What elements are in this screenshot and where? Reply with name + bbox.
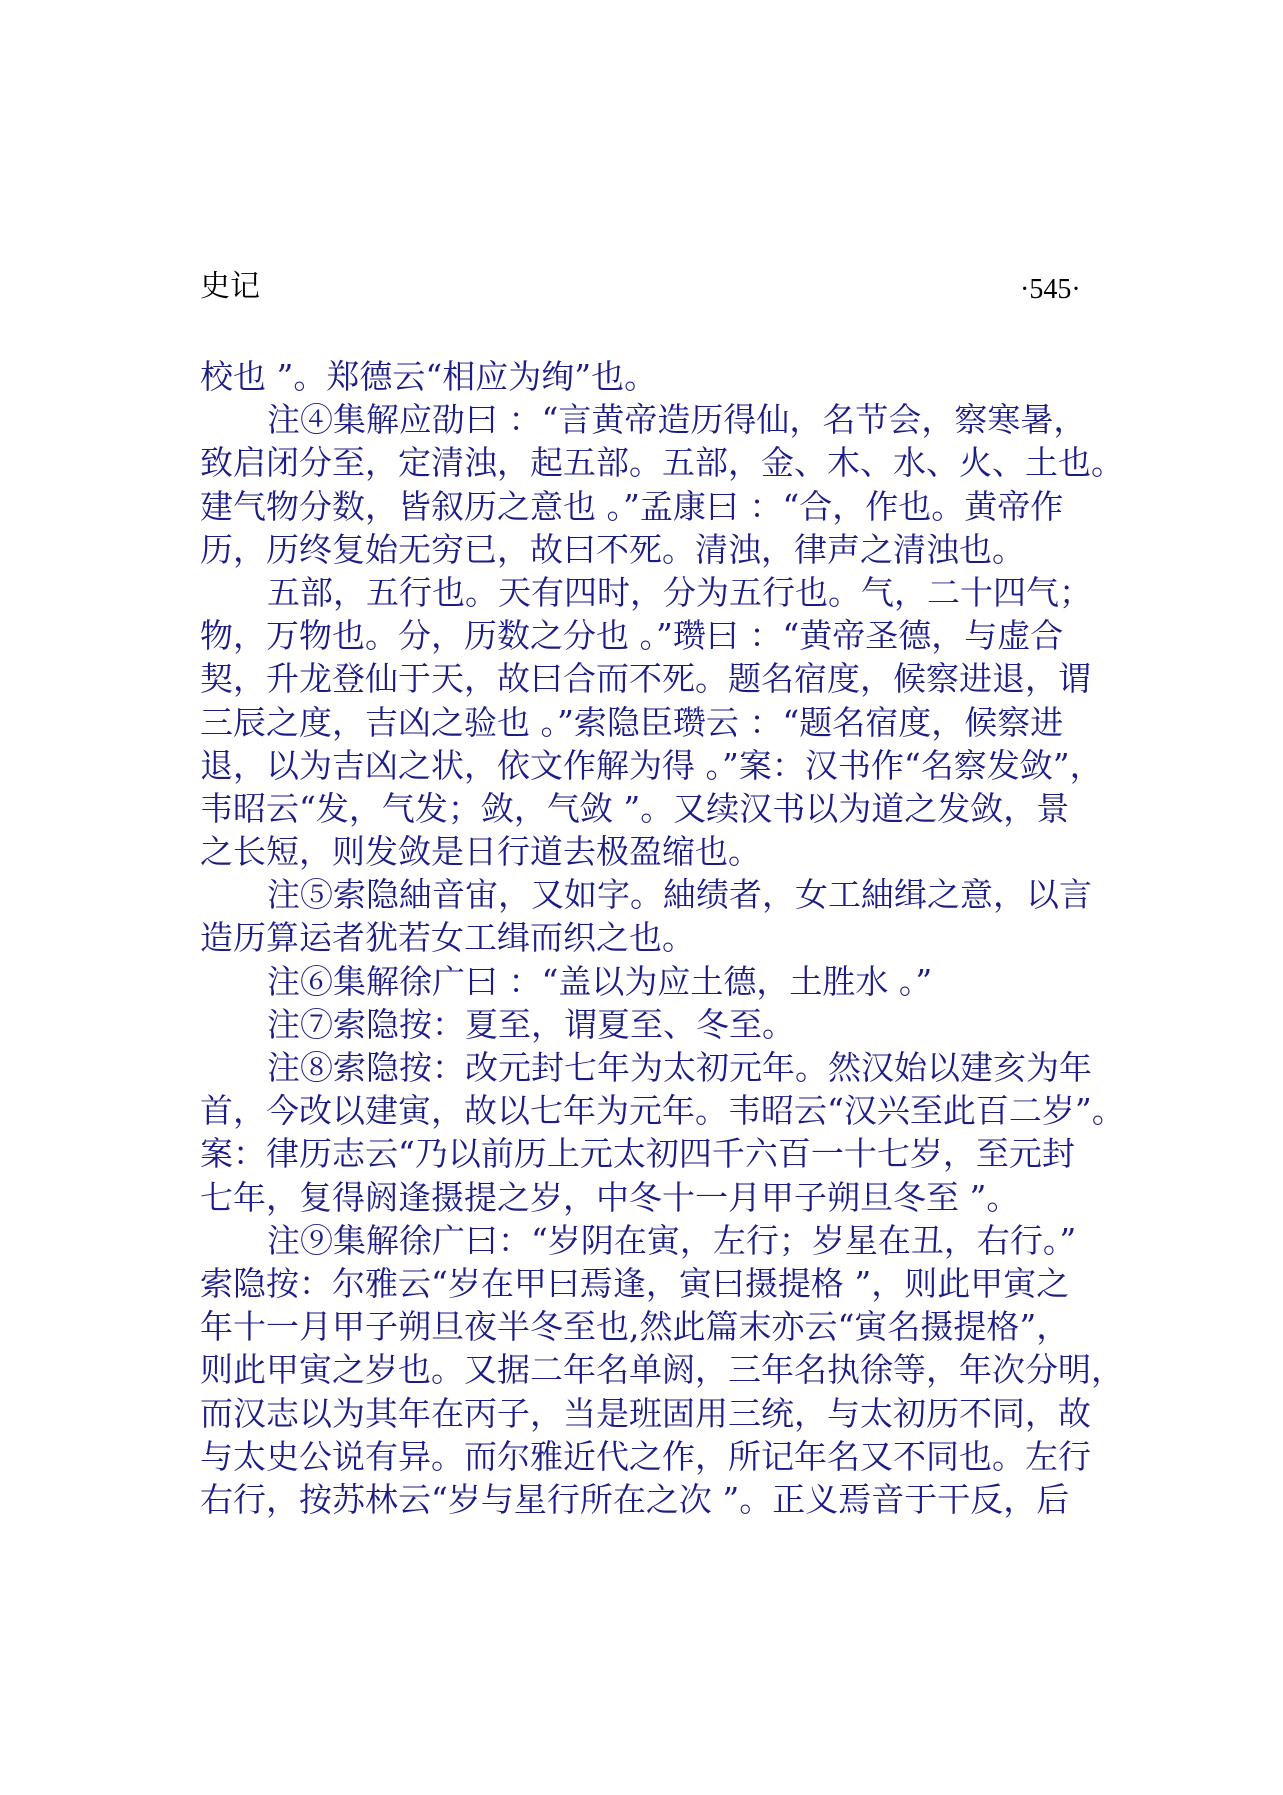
- text-line: 历，历终复始无穷已，故曰不死。清浊，律声之清浊也。: [200, 529, 1025, 569]
- text-line: 索隐按：尔雅云“岁在甲曰焉逢，寅曰摄提格 ”，则此甲寅之: [200, 1263, 1070, 1303]
- text-line: 与太史公说有异。而尔雅近代之作，所记年名又不同也。左行: [200, 1436, 1091, 1476]
- text-line: 韦昭云“发，气发；敛，气敛 ”。又续汉书以为道之发敛，景: [200, 788, 1070, 828]
- text-line: 契，升龙登仙于天，故曰合而不死。题名宿度，候察进退，谓: [200, 659, 1091, 699]
- text-line: 注⑥集解徐广曰 ：“盖以为应土德，土胜水 。”: [267, 961, 933, 1001]
- text-line: 校也 ”。郑德云“相应为绚”也。: [200, 357, 658, 396]
- body-text: [200, 355, 1125, 1521]
- text-line: 造历算运者犹若女工缉而织之也。: [200, 918, 695, 958]
- text-line: 注⑧索隐按：改元封七年为太初元年。然汉始以建亥为年: [267, 1048, 1092, 1087]
- text-line: 首，今改以建寅，故以七年为元年。韦昭云“汉兴至此百二岁”。: [200, 1091, 1125, 1131]
- text-line: 案：律历志云“乃以前历上元太初四千六百一十七岁，至元封: [200, 1134, 1075, 1174]
- text-line: 三辰之度，吉凶之验也 。”索隐臣瓒云 ：“题名宿度，候察进: [200, 702, 1064, 742]
- text-line: 注④集解应劭曰 ：“言黄帝造历得仙，名节会，察寒暑，: [267, 400, 1087, 440]
- text-line: 七年，复得阏逢摄提之岁，中冬十一月甲子朔旦冬至 ”。: [200, 1177, 1020, 1217]
- text-line: 则此甲寅之岁也。又据二年名单阏，三年名执徐等，年次分明，: [200, 1350, 1124, 1390]
- text-line: 建气物分数，皆叙历之意也 。”孟康曰 ：“合，作也。黄帝作: [200, 486, 1064, 526]
- text-line: 注⑤索隐紬音宙，又如字。紬绩者，女工紬缉之意，以言: [267, 875, 1092, 915]
- text-line: 右行，按苏林云“岁与星行所在之次 ”。正义焉音于干反，后: [200, 1479, 1070, 1519]
- text-line: 注⑨集解徐广曰：“岁阴在寅，左行；岁星在丑，右行。”: [267, 1220, 1077, 1260]
- text-line: 物，万物也。分，历数之分也 。”瓒曰 ：“黄帝圣德，与虚合: [200, 616, 1064, 656]
- text-line: 之长短，则发敛是日行道去极盈缩也。: [200, 832, 761, 872]
- text-line: 致启闭分至，定清浊，起五部。五部，金、木、水、火、土也。: [200, 443, 1124, 483]
- text-line: 而汉志以为其年在丙子，当是班固用三统，与太初历不同，故: [200, 1393, 1091, 1433]
- text-line: 年十一月甲子朔旦夜半冬至也,然此篇末亦云“寅名摄提格”，: [200, 1307, 1070, 1347]
- text-line: 注⑦索隐按：夏至，谓夏至、冬至。: [267, 1004, 795, 1044]
- text-line: 退，以为吉凶之状，依文作解为得 。”案：汉书作“名察发敛”，: [200, 745, 1103, 785]
- page-header-title: 史记: [200, 269, 260, 304]
- text-line: 五部，五行也。天有四时，分为五行也。气，二十四气；: [267, 572, 1092, 612]
- page-number: ·545·: [1020, 274, 1081, 305]
